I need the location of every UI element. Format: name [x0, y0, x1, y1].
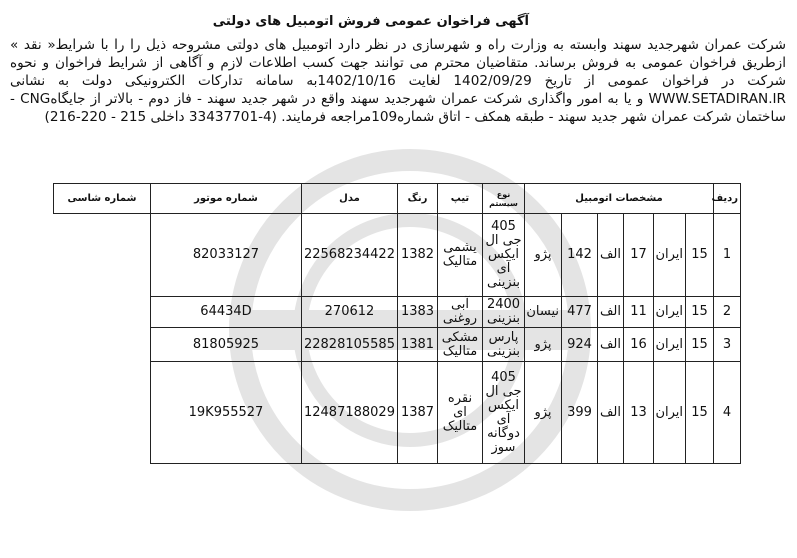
- plate-letter: الف: [598, 214, 624, 297]
- header-chassis-number: شماره شاسی: [54, 184, 151, 214]
- row-number: 1: [714, 214, 741, 297]
- plate-number: 924: [562, 328, 598, 362]
- vehicle-system: پژو: [524, 214, 561, 297]
- plate-letter: الف: [598, 297, 624, 328]
- row-number: 2: [714, 297, 741, 328]
- header-model: مدل: [301, 184, 397, 214]
- plate-letter: الف: [598, 362, 624, 464]
- chassis-number: 19K955527: [150, 362, 301, 464]
- header-system: نوع سیستم: [482, 184, 524, 214]
- plate-letter: الف: [598, 328, 624, 362]
- plate-region: 15: [686, 328, 714, 362]
- chassis-number: 64434D: [150, 297, 301, 328]
- vehicle-type: 405 جی ال ایکس آی دوگانه سوز: [482, 362, 524, 464]
- notice-title: آگهی فراخوان عمومی فروش اتومبیل های دولتی: [212, 14, 529, 29]
- engine-number: 12487188029: [301, 362, 397, 464]
- plate-region: 15: [686, 362, 714, 464]
- vehicles-table: [53, 183, 741, 464]
- engine-number: 22568234422: [301, 214, 397, 297]
- plate-number: 399: [562, 362, 598, 464]
- row-number: 4: [714, 362, 741, 464]
- table-row: [54, 362, 741, 464]
- plate-country: ایران: [654, 362, 686, 464]
- plate-code: 13: [624, 362, 654, 464]
- vehicle-color: آبی روغنی: [437, 297, 482, 328]
- plate-number: 477: [562, 297, 598, 328]
- plate-number: 142: [562, 214, 598, 297]
- plate-country: ایران: [654, 328, 686, 362]
- table-row: [54, 214, 741, 297]
- plate-code: 11: [624, 297, 654, 328]
- plate-country: ایران: [654, 297, 686, 328]
- engine-number: 270612: [301, 297, 397, 328]
- vehicle-color: مشکی متالیک: [437, 328, 482, 362]
- notice-body: شرکت عمران شهرجدید سهند وابسته به وزارت راه و شهرسازی در نظر دارد اتومبیل های دولتی مشروحه ذیل را را با شرایط« نقد » ازطریق فراخوان عمومی به فروش برساند. متقاضیان محترم می توانند جهت کسب اطلاعات لازم و آگاهی از شرایط فراخوان و نحوه شرکت در فراخوان عمومی از تاریخ 1402/09/29 لغایت 1402/10/16به سامانه تدارکات الکترونیکی دولت به نشانی WWW.SETADIRAN.IR و یا به امور واگذاری شرکت عمران شهرجدید سهند واقع در شهر جدید سهند - فاز دوم - بالاتر از جایگاهCNG - ساختمان شرکت عمران شهر جدید سهند - طبقه همکف - اتاق شماره109مراجعه فرمایند. (4-33437701 داخلی 215 - 220-216): [10, 37, 786, 125]
- vehicle-system: پژو: [524, 362, 561, 464]
- table-row: [54, 297, 741, 328]
- vehicle-model: 1383: [397, 297, 437, 328]
- plate-region: 15: [686, 297, 714, 328]
- plate-region: 15: [686, 214, 714, 297]
- plate-country: ایران: [654, 214, 686, 297]
- vehicle-color: نقره ای متالیک: [437, 362, 482, 464]
- plate-code: 16: [624, 328, 654, 362]
- header-color: رنگ: [397, 184, 437, 214]
- vehicle-type: پارس بنزینی: [482, 328, 524, 362]
- vehicle-model: 1382: [397, 214, 437, 297]
- row-number: 3: [714, 328, 741, 362]
- chassis-number: 82033127: [150, 214, 301, 297]
- vehicle-model: 1381: [397, 328, 437, 362]
- vehicle-system: پژو: [524, 328, 561, 362]
- vehicle-system: نیسان: [524, 297, 561, 328]
- header-engine-number: شماره موتور: [150, 184, 301, 214]
- table-row: [54, 328, 741, 362]
- header-row-number: ردیف: [714, 184, 741, 214]
- vehicle-type: 405 جی ال ایکس آی بنزینی: [482, 214, 524, 297]
- table-header-row: [54, 184, 741, 214]
- vehicle-model: 1387: [397, 362, 437, 464]
- header-type: تیپ: [437, 184, 482, 214]
- header-vehicle-specs: مشخصات اتومبیل: [524, 184, 713, 214]
- chassis-number: 81805925: [150, 328, 301, 362]
- plate-code: 17: [624, 214, 654, 297]
- vehicle-color: یشمی متالیک: [437, 214, 482, 297]
- vehicle-type: 2400 بنزینی: [482, 297, 524, 328]
- engine-number: 22828105585: [301, 328, 397, 362]
